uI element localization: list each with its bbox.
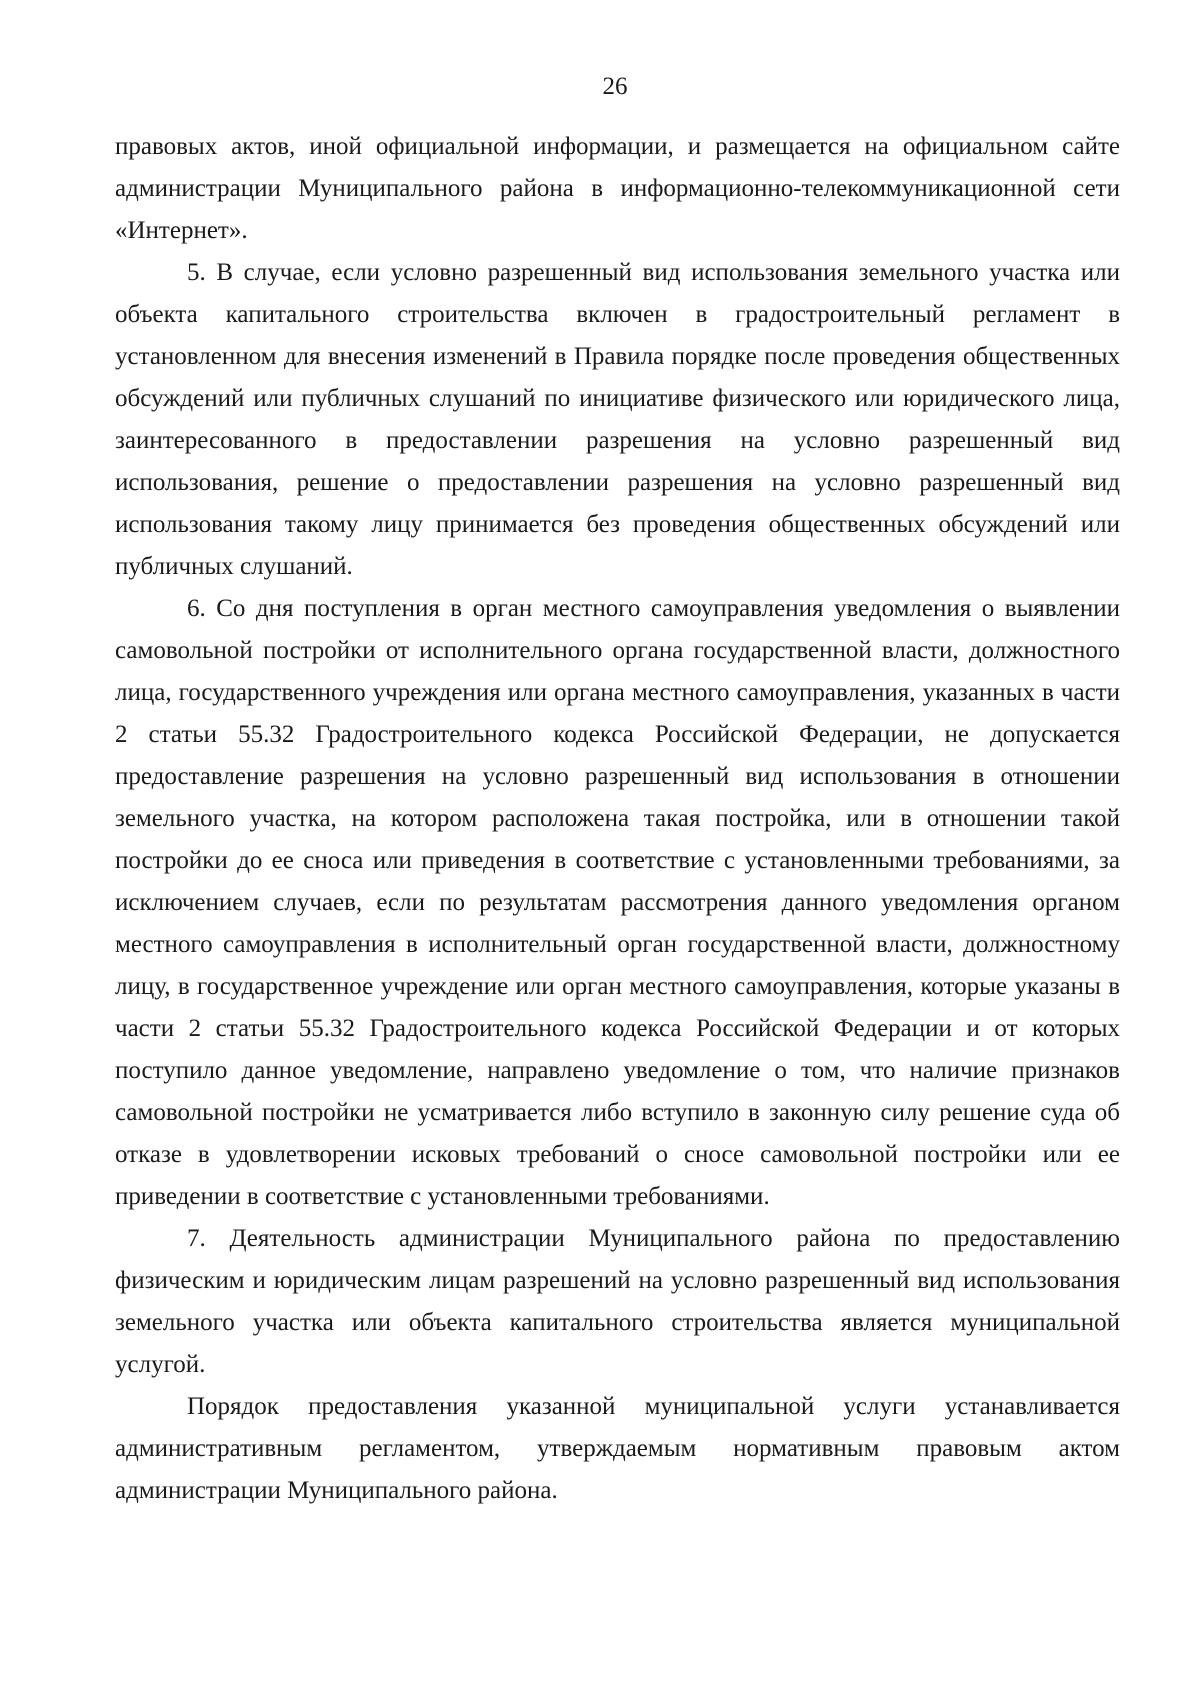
document-body bbox=[115, 126, 1120, 1512]
paragraph-procedure: Порядок предоставления указанной муниципальной услуги устанавливается административным регламентом, утверждаемым нормативным правовым актом администрации Муниципального района. bbox=[115, 1393, 1120, 1504]
page-number: 26 bbox=[602, 73, 628, 100]
paragraph-continuation: правовых актов, иной официальной информации, и размещается на официальном сайте администрации Муниципального района в информационно-телекоммуникационной сети «Интернет». bbox=[115, 133, 1120, 244]
paragraph-clause-7: 7. Деятельность администрации Муниципального района по предоставлению физическим и юридическим лицам разрешений на условно разрешенный вид использования земельного участка или объекта капитального строительства является муниципальной услугой. bbox=[115, 1225, 1120, 1378]
paragraph-clause-5: 5. В случае, если условно разрешенный вид использования земельного участка или объекта капитального строительства включен в градостроительный регламент в установленном для внесения изменений в Правила порядке после проведения общественных обсуждений или публичных слушаний по инициативе физического или юридического лица, заинтересованного в предоставлении разрешения на условно разрешенный вид использования, решение о предоставлении разрешения на условно разрешенный вид использования такому лицу принимается без проведения общественных обсуждений или публичных слушаний. bbox=[115, 259, 1120, 580]
paragraph-clause-6: 6. Со дня поступления в орган местного самоуправления уведомления о выявлении самовольной постройки от исполнительного органа государственной власти, должностного лица, государственного учреждения или органа местного самоуправления, указанных в части 2 статьи 55.32 Градостроительного кодекса Российской Федерации, не допускается предоставление разрешения на условно разрешенный вид использования в отношении земельного участка, на котором расположена такая постройка, или в отношении такой постройки до ее сноса или приведения в соответствие с установленными требованиями, за исключением случаев, если по результатам рассмотрения данного уведомления органом местного самоуправления в исполнительный орган государственной власти, должностному лицу, в государственное учреждение или орган местного самоуправления, которые указаны в части 2 статьи 55.32 Градостроительного кодекса Российской Федерации и от которых поступило данное уведомление, направлено уведомление о том, что наличие признаков самовольной постройки не усматривается либо вступило в законную силу решение суда об отказе в удовлетворении исковых требований о сносе самовольной постройки или ее приведении в соответствие с установленными требованиями. bbox=[115, 595, 1120, 1210]
